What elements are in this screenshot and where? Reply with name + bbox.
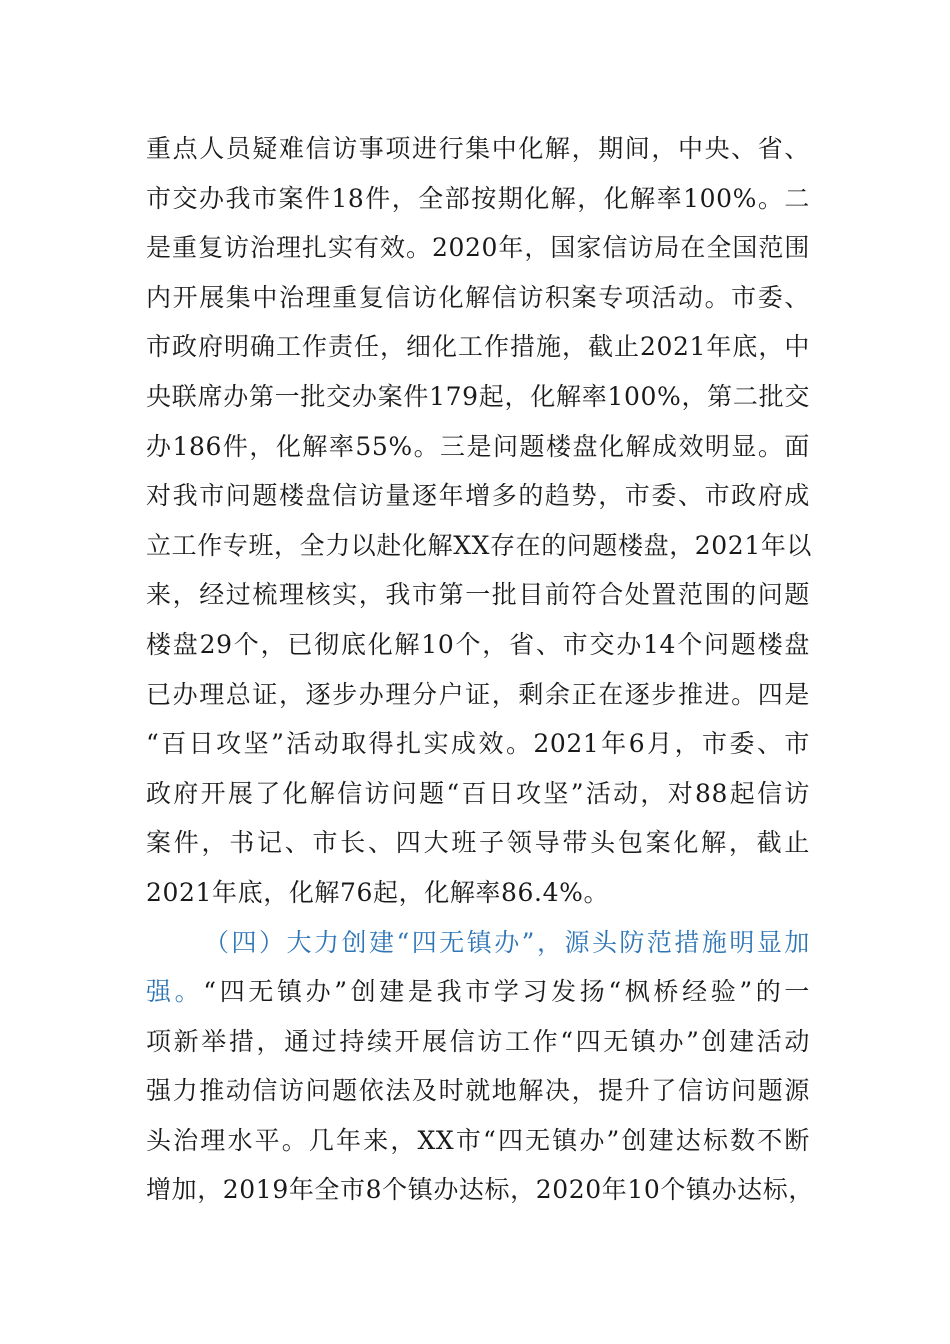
- section-heading-line: （四）大力创建“四无镇办”，源头防范措施明显加: [204, 927, 810, 957]
- text-line: 2021年底，化解76起，化解率86.4%。: [146, 877, 610, 907]
- paragraph-2: [146, 918, 814, 1216]
- document-body: [146, 124, 814, 1215]
- text-line: 项新举措，通过持续开展信访工作“四无镇办”创建活动: [146, 1026, 810, 1056]
- text-line: 内开展集中治理重复信访化解信访积案专项活动。市委、: [146, 282, 810, 312]
- text-line: 头治理水平。几年来，XX市“四无镇办”创建达标数不断: [146, 1125, 810, 1155]
- text-line: 已办理总证，逐步办理分户证，剩余正在逐步推进。四是: [146, 679, 810, 709]
- text-line: 市政府明确工作责任，细化工作措施，截止2021年底，中: [146, 332, 810, 362]
- text-line: 增加，2019年全市8个镇办达标，2020年10个镇办达标，: [146, 1175, 814, 1205]
- text-line: 重点人员疑难信访事项进行集中化解，期间，中央、省、: [146, 134, 810, 163]
- text-line: 楼盘29个，已彻底化解10个，省、市交办14个问题楼盘: [146, 629, 810, 659]
- text-line: 办186件，化解率55%。三是问题楼盘化解成效明显。面: [146, 431, 810, 461]
- text-line: 央联席办第一批交办案件179起，化解率100%，第二批交: [146, 381, 810, 411]
- section-heading-tail: 强。: [146, 977, 204, 1007]
- paragraph-1: [146, 124, 813, 918]
- text-line: 强力推动信访问题依法及时就地解决，提升了信访问题源: [146, 1076, 810, 1106]
- text-line: 案件，书记、市长、四大班子领导带头包案化解，截止: [146, 828, 810, 858]
- text-line: 市交办我市案件18件，全部按期化解，化解率100%。二: [146, 183, 810, 213]
- text-line: 立工作专班，全力以赴化解XX存在的问题楼盘，2021年以: [146, 530, 813, 560]
- text-line: 来，经过梳理核实，我市第一批目前符合处置范围的问题: [146, 580, 810, 610]
- text-line: 对我市问题楼盘信访量逐年增多的趋势，市委、市政府成: [146, 481, 810, 511]
- text-line: 政府开展了化解信访问题“百日攻坚”活动，对88起信访: [146, 778, 810, 808]
- text-line: “百日攻坚”活动取得扎实成效。2021年6月，市委、市: [146, 729, 810, 759]
- text-line: [146, 967, 810, 1017]
- text-span: “四无镇办”创建是我市学习发扬“枫桥经验”的一: [203, 977, 810, 1007]
- text-line: 是重复访治理扎实有效。2020年，国家信访局在全国范围: [146, 233, 810, 263]
